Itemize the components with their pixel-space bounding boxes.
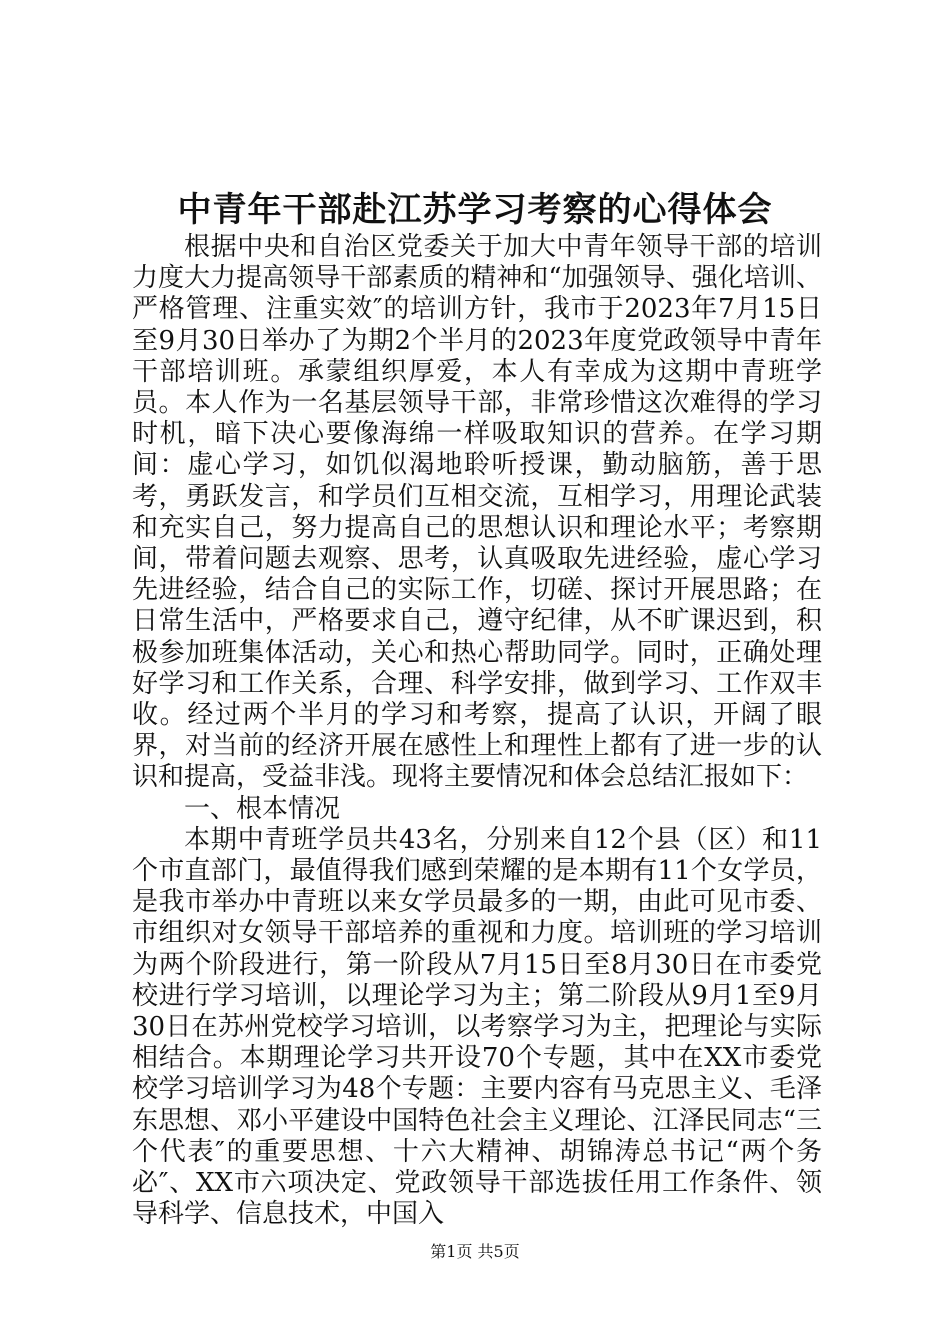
section-heading: 一、根本情况 bbox=[184, 793, 341, 824]
document-title: 中青年干部赴江苏学习考察的心得体会 bbox=[177, 190, 773, 230]
paragraph-intro: 根据中央和自治区党委关于加大中青年领导干部的培训力度大力提高领导干部素质的精神和“加强领导、强化培训、严格管理、注重实效″的培训方针，我市于2023年7月15日至9月30日举办了为期2个半月的2023年度党政领导中青年干部培训班。承蒙组织厚爱，本人有幸成为这期中青班学员。本人作为一名基层领导干部，非常珍惜这次难得的学习时机，暗下决心要像海绵一样吸取知识的营养。在学习期间：虚心学习，如饥似渴地聆听授课，勤动脑筋，善于思考，勇跃发言，和学员们互相交流，互相学习，用理论武装和充实自己，努力提高自己的思想认识和理论水平；考察期间，带着问题去观察、思考，认真吸取先进经验，虚心学习先进经验，结合自己的实际工作，切磋、探讨开展思路；在日常生活中，严格要求自己，遵守纪律，从不旷课迟到，积极参加班集体活动，关心和热心帮助同学。同时，正确处理好学习和工作关系，合理、科学安排，做到学习、工作双丰收。经过两个半月的学习和考察，提高了认识，开阔了眼界，对当前的经济开展在感性上和理性上都有了进一步的认识和提高，受益非浅。现将主要情况和体会总结汇报如下： bbox=[132, 232, 822, 793]
paragraph-situation: 本期中青班学员共43名，分别来自12个县（区）和11个市直部门，最值得我们感到荣耀的是本期有11个女学员，是我市举办中青班以来女学员最多的一期，由此可见市委、市组织对女领导干部培养的重视和力度。培训班的学习培训为两个阶段进行，第一阶段从7月15日至8月30日在市委党校进行学习培训，以理论学习为主；第二阶段从9月1至9月30日在苏州党校学习培训，以考察学习为主，把理论与实际相结合。本期理论学习共开设70个专题，其中在XX市委党校学习培训学习为48个专题：主要内容有马克思主义、毛泽东思想、邓小平建设中国特色社会主义理论、江泽民同志“三个代表″的重要思想、十六大精神、胡锦涛总书记“两个务必″、XX市六项决定、党政领导干部选拔任用工作条件、领导科学、信息技术，中国入 bbox=[132, 824, 822, 1230]
page-footer: 第1页 共5页 bbox=[430, 1242, 520, 1261]
document-body bbox=[132, 232, 822, 1231]
